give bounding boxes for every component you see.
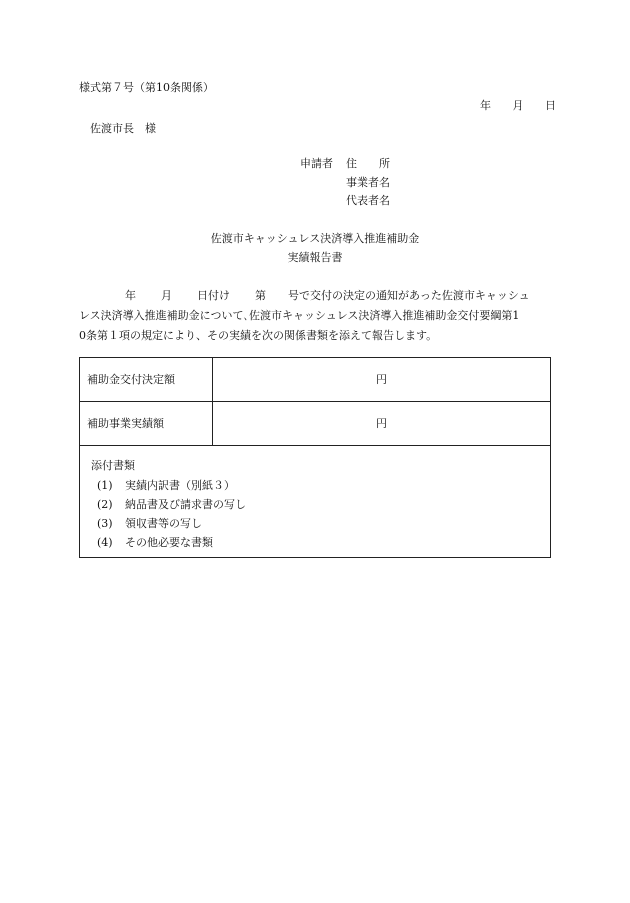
grant-decision-amount-value [213, 358, 550, 401]
date-year: 年 [480, 99, 491, 112]
body-day: 日付け [197, 289, 230, 302]
report-table [79, 357, 551, 558]
project-actual-amount-label: 補助事業実績額 [80, 402, 213, 445]
addressee: 佐渡市長 様 [90, 122, 156, 135]
yen-unit: 円 [376, 373, 387, 386]
date-day: 日 [545, 99, 556, 112]
body-line-1 [79, 286, 551, 306]
attachment-text: 領収書等の写し [125, 517, 202, 530]
body-line-2: レス決済導入推進補助金について､佐渡市キャッシュレス決済導入推進補助金交付要綱第1 [79, 309, 520, 322]
attachment-number: (2) [97, 498, 113, 511]
attachment-text: その他必要な書類 [125, 536, 213, 549]
attachment-text: 実績内訳書（別紙３） [125, 479, 235, 492]
applicant-label: 申請者 [300, 157, 333, 170]
attachments-title: 添付書類 [91, 459, 135, 472]
list-item [91, 537, 550, 548]
body-line-3: 0条第１項の規定により、その実績を次の関係書類を添えて報告します。 [79, 329, 438, 342]
project-actual-amount-value [213, 402, 550, 445]
body-year: 年 [125, 289, 136, 302]
attachment-number: (4) [97, 536, 113, 549]
attachments-section [80, 446, 550, 557]
applicant-representative-label: 代表者名 [346, 194, 390, 207]
list-item [91, 499, 550, 510]
applicant-business-label: 事業者名 [346, 176, 390, 189]
table-row [80, 402, 550, 446]
form-number: 様式第７号（第10条関係） [79, 81, 214, 94]
date-month: 月 [512, 99, 524, 112]
grant-decision-amount-label: 補助金交付決定額 [80, 358, 213, 401]
table-row [80, 358, 550, 402]
date-line [462, 100, 556, 111]
document-subtitle: 実績報告書 [287, 251, 343, 264]
document-title: 佐渡市キャッシュレス決済導入推進補助金 [210, 232, 420, 245]
applicant-address-label: 住 所 [346, 157, 390, 170]
list-item [91, 518, 550, 529]
body-text [79, 286, 551, 346]
body-line1-rest: 号で交付の決定の通知があった佐渡市キャッシュ [288, 289, 530, 302]
attachment-number: (3) [97, 517, 113, 530]
attachment-number: (1) [97, 479, 113, 492]
yen-unit: 円 [376, 417, 387, 430]
body-number-prefix: 第 [255, 289, 266, 302]
list-item [91, 480, 550, 491]
body-month: 月 [161, 289, 172, 302]
attachment-text: 納品書及び請求書の写し [125, 498, 246, 511]
